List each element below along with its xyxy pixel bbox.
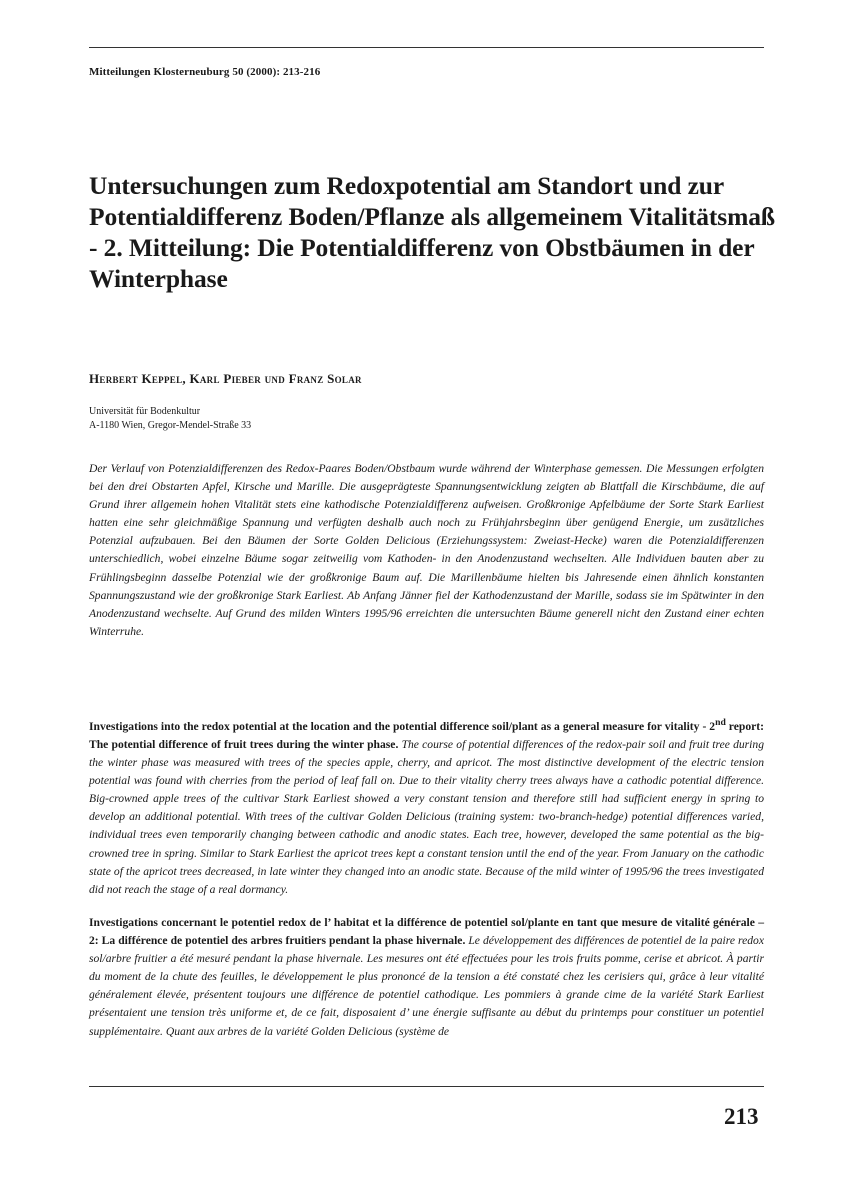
abstract-english-body: The course of potential differences of the redox-pair soil and fruit tree during the winter phase was measured with trees of the species apple, cherry, and apricot. The most distinctive development of the electric tension potential was found with cherries from the period of leaf fall on. Due to their vitality cherry trees always have a cathodic potential difference. Big-crowned apple trees of the cultivar Stark Earliest showed a very constant tension and therefore still had sufficient energy in spring to develop an additional potential. With trees of the cultivar Golden Delicious (training system: two-branch-hedge) potential differences varied, individual trees even temporarily changing between cathodic and anodic states. Each tree, however, developed the same potential as the big-crowned tree in spring. Similar to Stark Earliest the apricot trees kept a constant tension until the end of the year. From January on the cathodic state of the apricot trees decreased, in late winter they changed into an anodic state. Because of the mild winter of 1995/96 the trees investigated did not reach the stage of a real dormancy.: [89, 737, 764, 896]
abstract-english: [89, 714, 764, 899]
affiliation-address: A-1180 Wien, Gregor-Mendel-Straße 33: [89, 420, 252, 431]
abstract-english-title-part1: Investigations into the redox potential at the location and the potential difference soil/plant as a general measure for vitality - 2: [89, 719, 716, 733]
footer-rule: [89, 1086, 764, 1087]
abstract-french-body: Le développement des différences de potentiel de la paire redox sol/arbre fruitier a été mesuré pendant la phase hivernale. Les mesures ont été effectuées pour les trois fruits pomme, cerise et abricot. À partir du moment de la chute des feuilles, le développement le plus prononcé de la tension a été constaté chez les cerisiers qui, grâce à leur vitalité généralement élevée, présentent toujours une différence de potentiel cathodique. Les pommiers à grande cime de la variété Stark Earliest présentaient une tension très uniforme et, de ce fait, disposaient d’ une énergie suffisante au début du printemps pour constituer un potentiel supplémentaire. Quant aux arbres de la variété Golden Delicious (système de: [89, 934, 764, 1038]
abstract-german: Der Verlauf von Potenzialdifferenzen des Redox-Paares Boden/Obstbaum wurde während der Winterphase gemessen. Die Messungen erfolgten bei den drei Obstarten Apfel, Kirsche und Marille. Die ausgeprägteste Spannungsentwicklung zeigten ab Blattfall die Kirschbäume, die auf Grund ihrer allgemein hohen Vitalität stets eine kathodische Potenzialdifferenz aufweisen. Großkronige Apfelbäume der Sorte Stark Earliest hatten eine sehr gleichmäßige Spannung und verfügten deshalb auch noch zu Frühjahrsbeginn über genügend Energie, um zusätzliches Potenzial aufzubauen. Bei den Bäumen der Sorte Golden Delicious (Erziehungssystem: Zweiast-Hecke) waren die Potenzialdifferenzen unterschiedlich, wobei einzelne Bäume sogar zeitweilig vom Kathoden- in den Anodenzustand wechselten. Alle Individuen bauten aber zu Frühlingsbeginn dasselbe Potenzial wie der großkronige Baum auf. Die Marillenbäume hielten bis Jahresende einen ähnlich konstanten Spannungszustand wie der großkronige Stark Earliest. Ab Anfang Jänner fiel der Kathodenzustand der Marille, sodass sie im Spätwinter in den Anodenzustand wechselte. Auf Grund des milden Winters 1995/96 erreichten die untersuchten Bäume generell nicht den Zustand einer echten Winterruhe.: [89, 462, 764, 638]
author-list: Herbert Keppel, Karl Pieber und Franz Solar: [89, 371, 362, 386]
abstract-english-title-part2: report: The potential difference of fruit trees during the winter phase.: [89, 719, 764, 751]
page-number: 213: [724, 1104, 759, 1129]
abstract-french: [89, 914, 764, 1041]
ordinal-superscript: nd: [715, 717, 726, 728]
abstract-french-title: Investigations concernant le potentiel redox de l’ habitat et la différence de potentiel sol/plante en tant que mesure de vitalité générale – 2: La différence de potentiel des arbres fruitiers pendant la phase hivernale.: [89, 916, 764, 948]
article-title: Untersuchungen zum Redoxpotential am Standort und zur Potentialdifferenz Boden/Pflanze als allgemeinem Vitalitätsmaß - 2. Mitteilung: Die Potentialdifferenz von Obstbäumen in der Winterphase: [89, 171, 775, 293]
header-rule: [89, 47, 764, 48]
affiliation-institution: Universität für Bodenkultur: [89, 406, 201, 417]
affiliation: [89, 405, 251, 433]
journal-citation: Mitteilungen Klosterneuburg 50 (2000): 213-216: [89, 66, 321, 78]
